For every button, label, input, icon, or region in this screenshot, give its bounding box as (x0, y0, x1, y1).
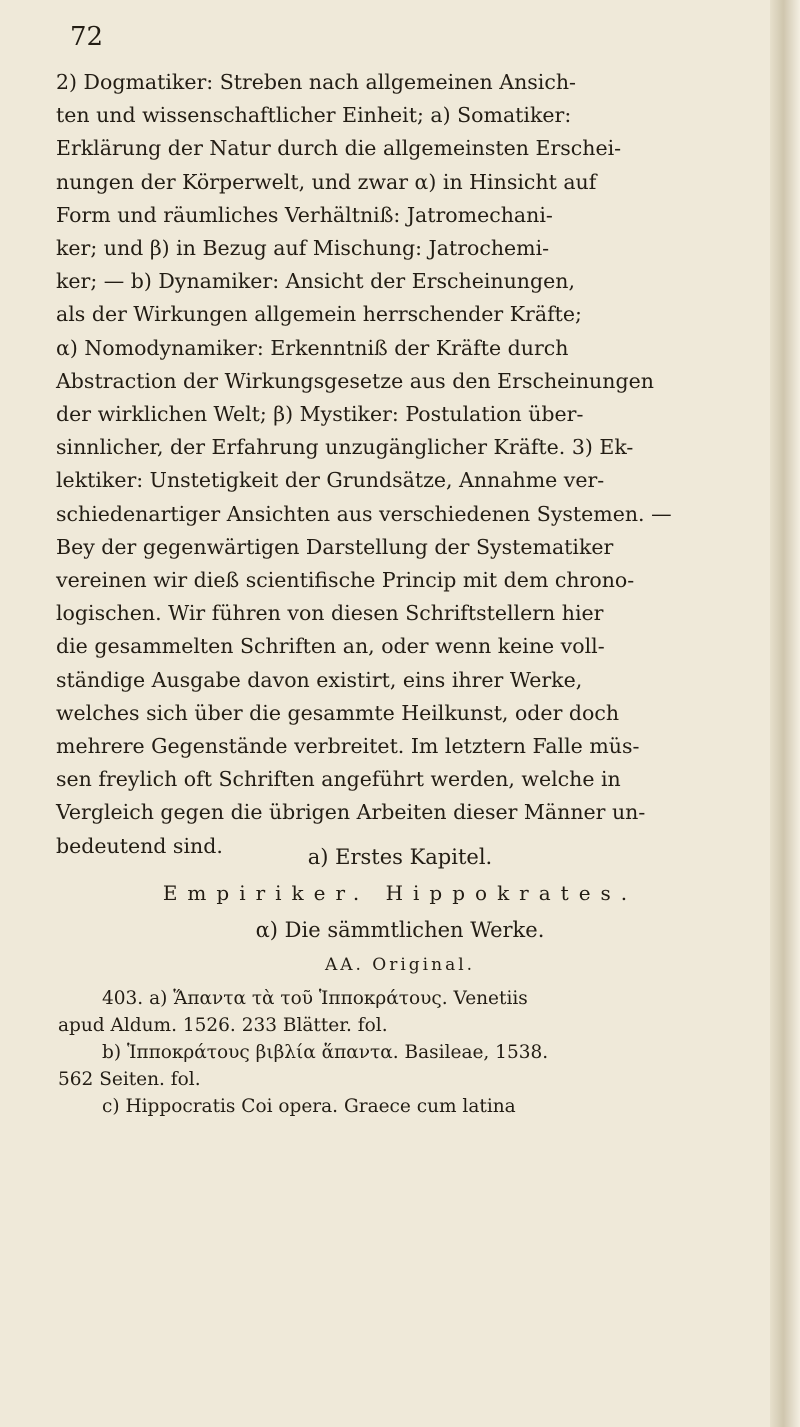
section-heading: α) Die sämmtlichen Werke. (255, 918, 545, 942)
text-line: ker; und β) in Bezug auf Mischung: Jatrochemi- (56, 236, 550, 261)
text-line: α) Nomodynamiker: Erkenntniß der Kräfte durch (56, 335, 569, 360)
reference-line: 403. a) Ἅπαντα τὰ τοῦ Ἱπποκράτους. Venetiis (102, 988, 528, 1009)
text-line: Vergleich gegen die übrigen Arbeiten dieser Männer un- (56, 800, 646, 825)
text-line: Form und räumliches Verhältniß: Jatromechani- (56, 202, 553, 227)
text-line: als der Wirkungen allgemein herrschender Kräfte; (56, 302, 582, 327)
text-line: der wirklichen Welt; β) Mystiker: Postulation über- (56, 402, 584, 427)
chapter-heading: a) Erstes Kapitel. (307, 845, 493, 869)
reference-line: 562 Seiten. fol. (58, 1069, 201, 1090)
subsection-heading: AA. Original. (324, 955, 476, 975)
text-line: nungen der Körperwelt, und zwar α) in Hinsicht auf (56, 169, 597, 194)
text-line: ständige Ausgabe davon existirt, eins ihrer Werke, (56, 667, 583, 692)
text-line: Bey der gegenwärtigen Darstellung der Systematiker (56, 534, 614, 559)
text-line: lektiker: Unstetigkeit der Grundsätze, Annahme ver- (56, 468, 605, 493)
text-line: bedeutend sind. (56, 833, 223, 858)
body-paragraph (56, 66, 766, 863)
reference-line: b) Ἱπποκράτους βιβλία ἅπαντα. Basileae, 1538. (102, 1042, 549, 1063)
text-line: ten und wissenschaftlicher Einheit; a) Somatiker: (56, 103, 572, 128)
page-number: 72 (70, 22, 104, 52)
chapter-subject: Empiriker. Hippokrates. (162, 881, 638, 905)
text-line: sinnlicher, der Erfahrung unzugänglicher Kräfte. 3) Ek- (56, 435, 634, 460)
text-line: 2) Dogmatiker: Streben nach allgemeinen Ansich- (56, 70, 576, 94)
text-line: Abstraction der Wirkungsgesetze aus den Erscheinungen (56, 368, 654, 393)
text-line: ker; — b) Dynamiker: Ansicht der Erscheinungen, (56, 269, 575, 294)
text-line: Erklärung der Natur durch die allgemeinsten Erschei- (56, 136, 622, 161)
text-line: welches sich über die gesammte Heilkunst, oder doch (56, 700, 620, 725)
text-line: sen freylich oft Schriften angeführt werden, welche in (56, 767, 621, 792)
text-line: logischen. Wir führen von diesen Schriftstellern hier (56, 601, 604, 626)
reference-line: apud Aldum. 1526. 233 Blätter. fol. (58, 1015, 388, 1036)
text-line: die gesammelten Schriften an, oder wenn keine voll- (56, 634, 605, 659)
text-line: vereinen wir dieß scientifische Princip mit dem chrono- (56, 568, 635, 593)
bibliography-list (58, 985, 770, 1120)
text-line: schiedenartiger Ansichten aus verschiedenen Systemen. — (56, 501, 672, 526)
text-line: mehrere Gegenstände verbreitet. Im letztern Falle müs- (56, 734, 640, 759)
page-edge-shadow (770, 0, 800, 1427)
reference-line: c) Hippocratis Coi opera. Graece cum latina (102, 1096, 516, 1117)
